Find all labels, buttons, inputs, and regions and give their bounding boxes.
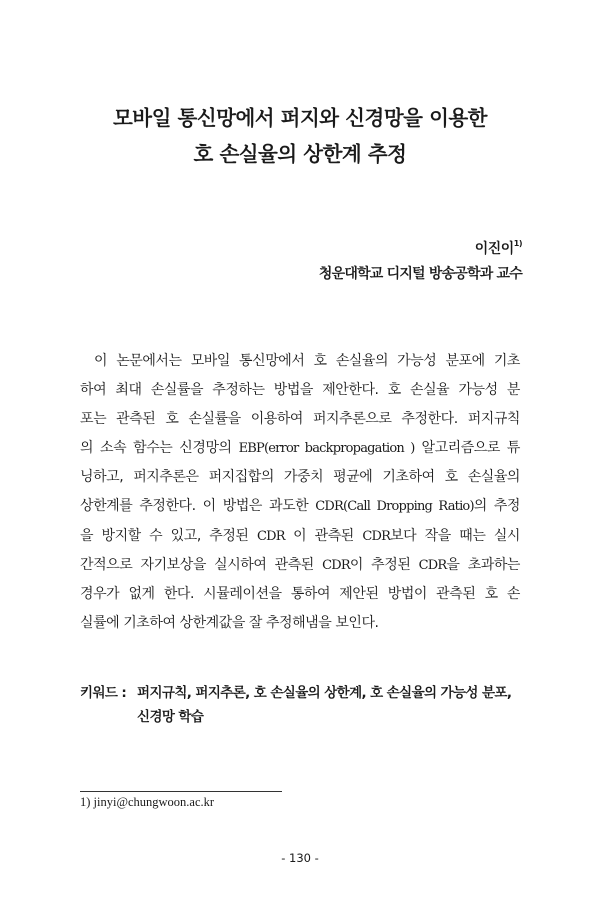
author-name-text: 이진이	[474, 241, 514, 257]
abstract-text: 알고리즘으로 튜	[414, 440, 520, 457]
abstract-term: CDR(Call Dropping Ratio)	[315, 499, 474, 515]
abstract-term: CDR	[362, 528, 391, 544]
author-affiliation: 청운대학교 디지털 방송공학과 교수	[318, 266, 522, 282]
abstract-text: 보다 작을 때는 실시	[390, 527, 521, 544]
abstract-term: CDR	[322, 557, 350, 573]
abstract-text: 을 방지할 수 있고, 추정된	[80, 527, 257, 544]
keywords-label: 키워드 :	[80, 685, 127, 701]
abstract-text: 하여 최대 손실률을 추정하는 방법을 제안한다. 호 손실율 가능성 분	[80, 382, 520, 399]
abstract-text: 실률에 기초하여 상한계값을 잘 추정해냄을 보인다.	[80, 614, 379, 631]
abstract-text: 간적으로 자기보상을 실시하여 관측된	[80, 556, 323, 573]
footnote-divider	[80, 791, 282, 792]
abstract-text: 이 추정된	[349, 556, 419, 573]
keywords-text-cont: 신경망 학습	[137, 709, 204, 725]
keywords-text: 퍼지규칙, 퍼지추론, 호 손실율의 상한계, 호 손실율의 가능성 분포,	[137, 685, 512, 701]
abstract-line	[80, 463, 520, 492]
footnote: 1) jinyi@chungwoon.ac.kr	[80, 795, 215, 809]
abstract-line	[80, 522, 520, 551]
paper-title-line-1: 모바일 통신망에서 퍼지와 신경망을 이용한	[112, 106, 487, 130]
abstract-text: 을 초과하는	[446, 556, 521, 573]
abstract-line	[80, 405, 520, 434]
keywords	[80, 681, 540, 729]
abstract-text: 의 소속 함수는 신경망의	[80, 440, 239, 457]
abstract-text: 의 추정	[473, 498, 520, 515]
abstract-text: 경우가 없게 한다. 시뮬레이션을 통하여 제안된 방법이 관측된 호 손	[80, 585, 520, 602]
abstract-term: EBP(error backpropagation )	[238, 441, 415, 457]
abstract-line	[80, 376, 520, 405]
abstract-line	[80, 609, 520, 638]
abstract-text: 상한계를 추정한다. 이 방법은 과도한	[80, 498, 316, 515]
abstract-text: 포는 관측된 호 손실률을 이용하여 퍼지추론으로 추정한다. 퍼지규칙	[80, 411, 520, 428]
abstract	[80, 347, 520, 638]
author-footnote-mark: 1)	[513, 239, 522, 249]
abstract-text: 닝하고, 퍼지추론은 퍼지집합의 가중치 평균에 기초하여 호 손실율의	[80, 469, 520, 486]
paper-title-line-2: 호 손실율의 상한계 추정	[193, 142, 407, 166]
author-name	[475, 238, 522, 258]
abstract-line	[80, 492, 520, 521]
abstract-term: CDR	[256, 528, 285, 544]
abstract-line	[80, 551, 520, 580]
abstract-text: 이 관측된	[284, 527, 363, 544]
abstract-text: 이 논문에서는 모바일 통신망에서 호 손실율의 가능성 분포에 기초	[94, 353, 520, 369]
page-number: - 130 -	[281, 851, 319, 865]
abstract-line	[80, 580, 520, 609]
abstract-term: CDR	[418, 557, 447, 573]
abstract-line	[80, 434, 520, 463]
abstract-line	[80, 347, 520, 376]
